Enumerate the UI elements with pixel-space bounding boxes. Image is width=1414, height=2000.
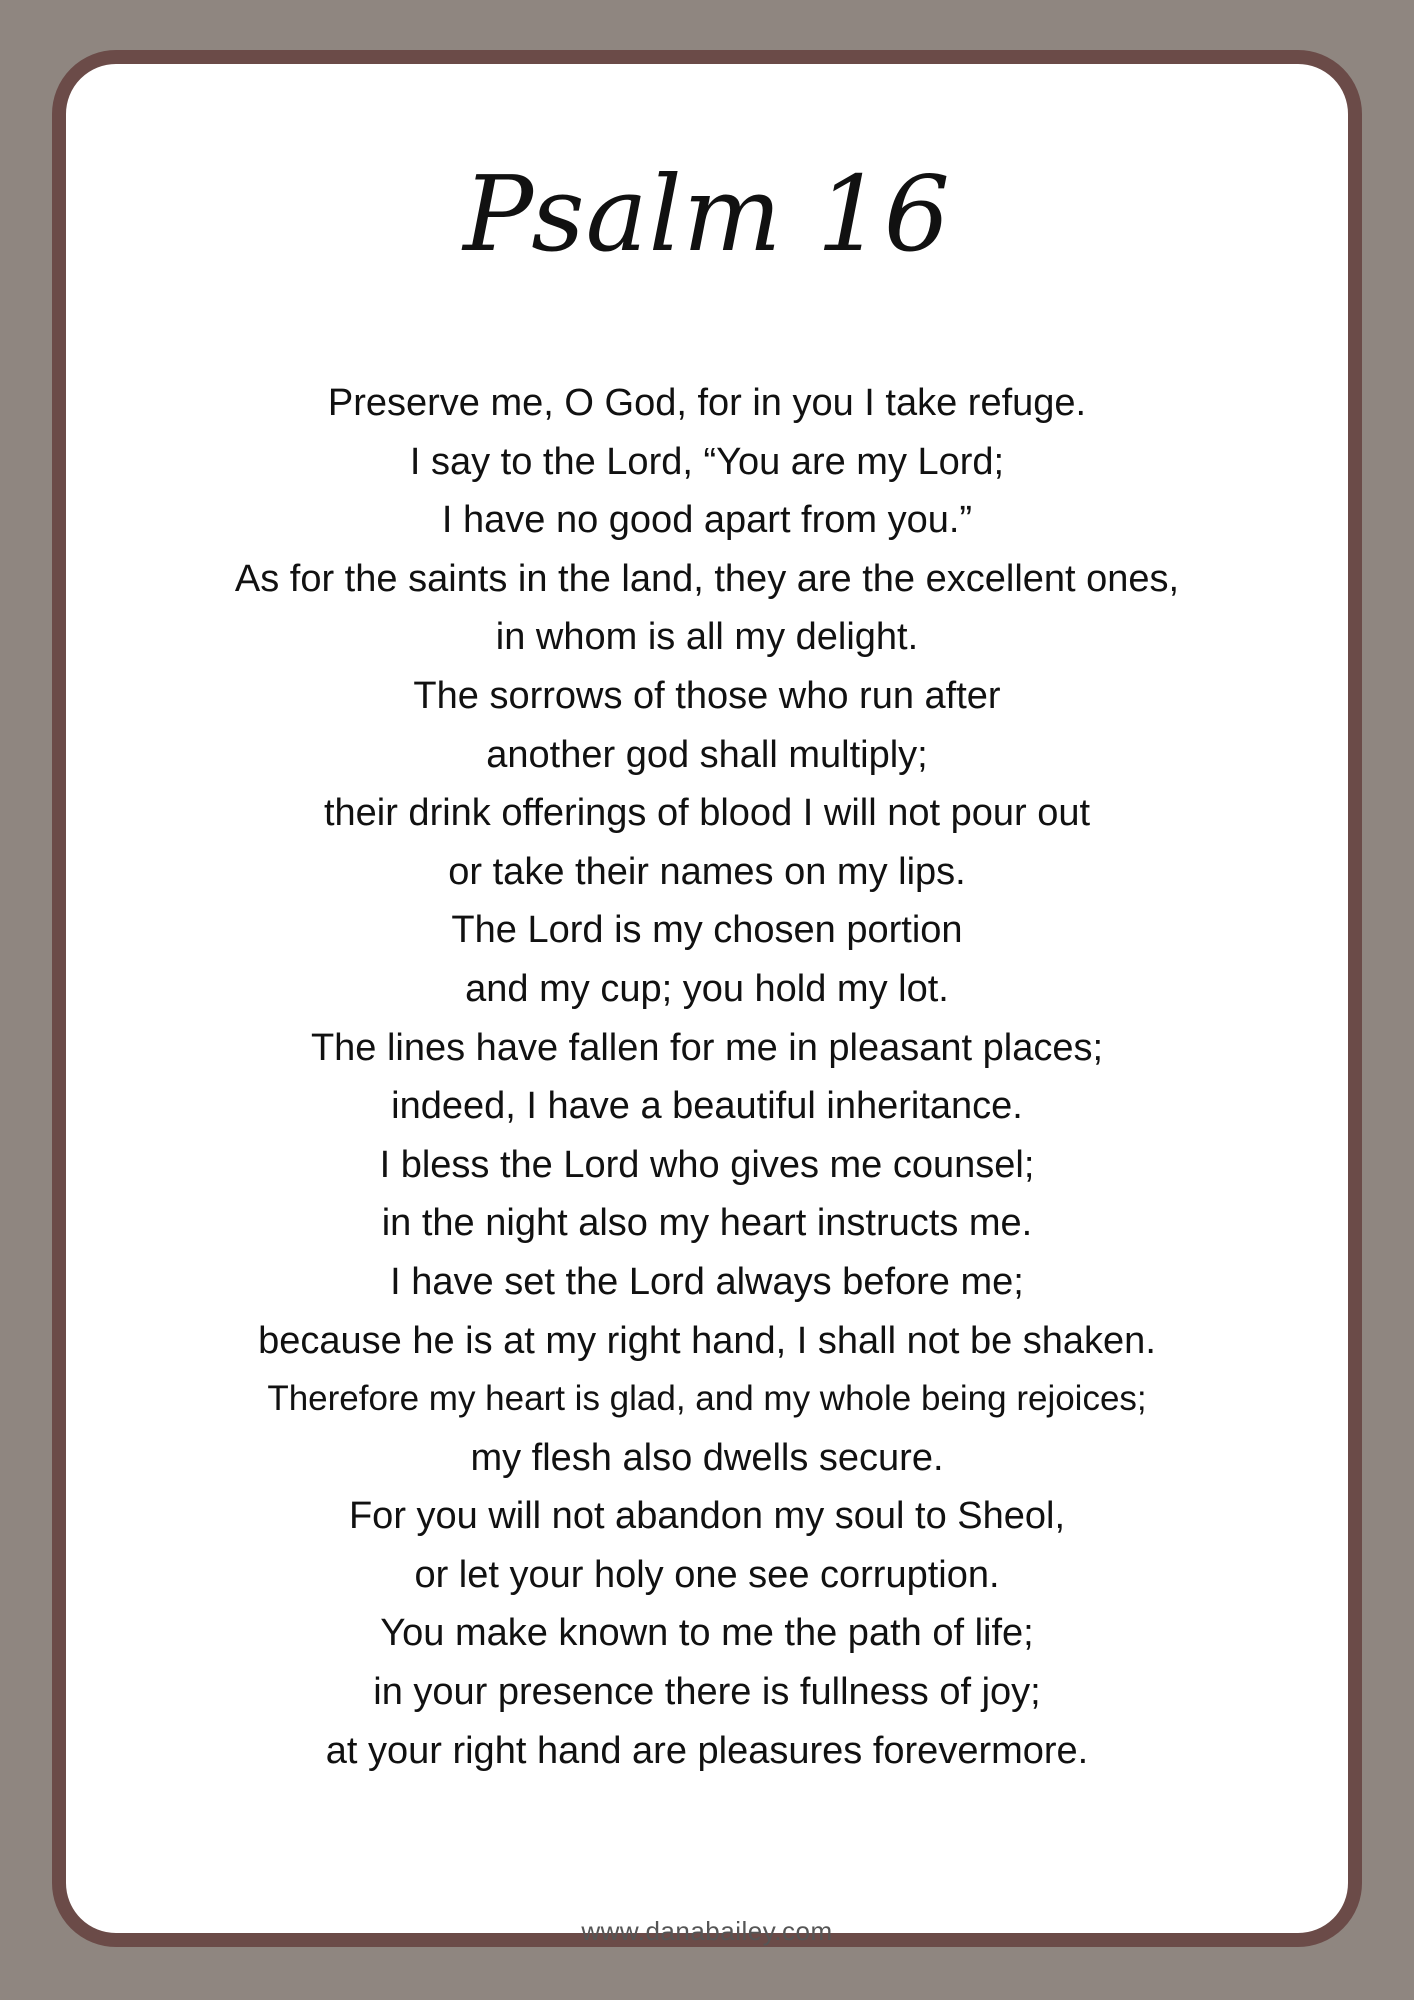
verse-line: indeed, I have a beautiful inheritance. bbox=[391, 1085, 1023, 1128]
verse-line: in whom is all my delight. bbox=[495, 616, 919, 659]
verse-line: For you will not abandon my soul to Sheol, bbox=[348, 1495, 1066, 1538]
page-title: Psalm 16 bbox=[463, 153, 951, 275]
verse-line: another god shall multiply; bbox=[486, 733, 928, 776]
verse-line: Therefore my heart is glad, and my whole being rejoices; bbox=[267, 1379, 1147, 1419]
psalm-text bbox=[66, 374, 1348, 1780]
verse-line: at your right hand are pleasures forevermore. bbox=[325, 1729, 1089, 1772]
website-link[interactable]: www.danabailey.com bbox=[581, 1916, 833, 1946]
verse-line: I bless the Lord who gives me counsel; bbox=[379, 1143, 1035, 1186]
verse-line: I say to the Lord, “You are my Lord; bbox=[409, 440, 1005, 483]
verse-line: and my cup; you hold my lot. bbox=[465, 967, 949, 1010]
verse-line: The sorrows of those who run after bbox=[413, 674, 1001, 717]
verse-line: or let your holy one see corruption. bbox=[414, 1553, 1000, 1596]
verse-line: The lines have fallen for me in pleasant places; bbox=[310, 1026, 1104, 1069]
verse-line: You make known to me the path of life; bbox=[380, 1612, 1034, 1655]
psalm-card bbox=[52, 50, 1362, 1947]
verse-line: Preserve me, O God, for in you I take refuge. bbox=[327, 382, 1087, 424]
verse-line: The Lord is my chosen portion bbox=[451, 909, 963, 952]
verse-line: their drink offerings of blood I will not pour out bbox=[323, 792, 1091, 835]
verse-line: As for the saints in the land, they are the excellent ones, bbox=[234, 557, 1180, 600]
verse-line: or take their names on my lips. bbox=[448, 850, 966, 893]
verse-line: because he is at my right hand, I shall not be shaken. bbox=[258, 1319, 1156, 1362]
verse-line: I have no good apart from you.” bbox=[441, 499, 973, 542]
verse-line: I have set the Lord always before me; bbox=[390, 1260, 1024, 1303]
verse-line: in your presence there is fullness of joy; bbox=[373, 1671, 1041, 1714]
verse-line: my flesh also dwells secure. bbox=[470, 1436, 944, 1479]
verse-line: in the night also my heart instructs me. bbox=[381, 1202, 1033, 1245]
